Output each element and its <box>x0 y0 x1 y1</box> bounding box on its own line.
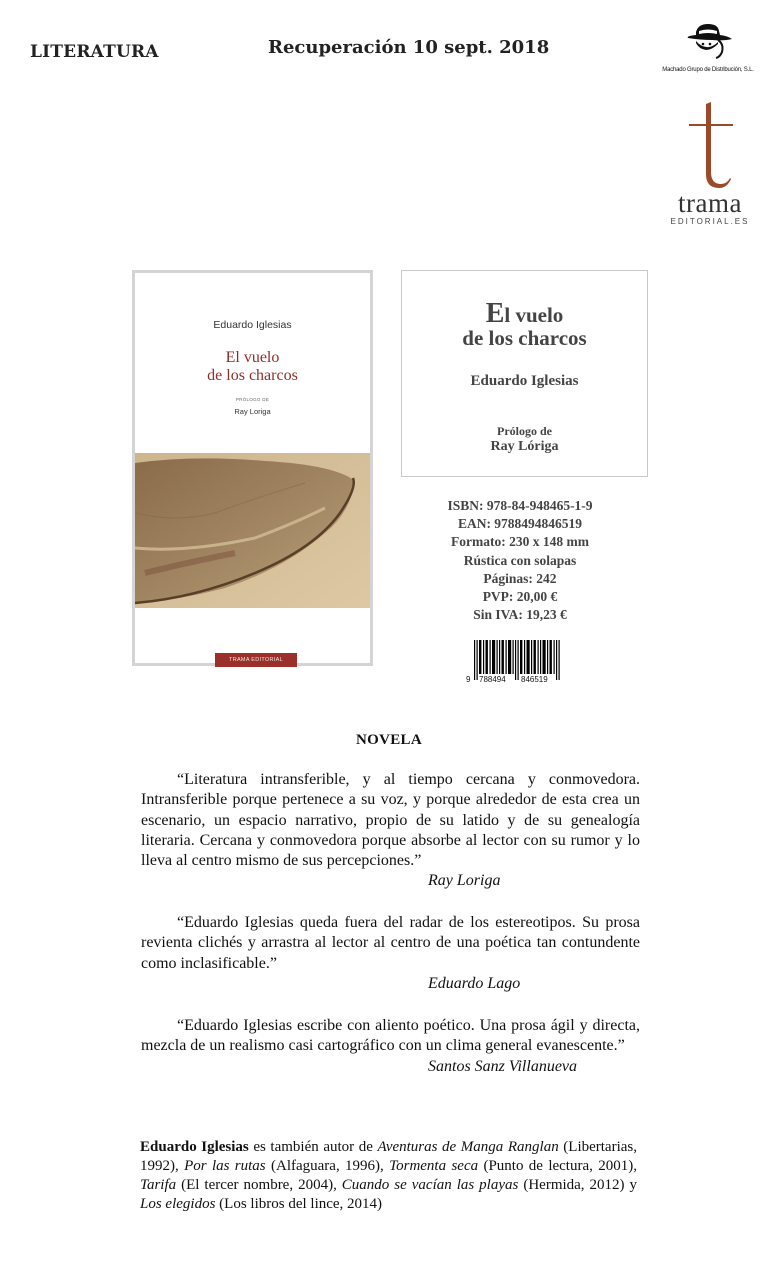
page-title: Recuperación 10 sept. 2018 <box>268 37 550 58</box>
barcode-group1: 788494 <box>479 675 506 684</box>
cover-title-line2: de los charcos <box>207 367 298 384</box>
cover-title <box>135 349 370 385</box>
bio-book-title: Cuando se vacían las playas <box>341 1177 519 1193</box>
bio-author-name: Eduardo Iglesias <box>140 1139 249 1155</box>
bio-text: (Libertarias, 1992), <box>140 1139 637 1174</box>
man-with-hat-icon <box>682 22 734 60</box>
trama-t-icon <box>685 102 735 188</box>
bio-text: (Hermida, 2012) y <box>518 1177 638 1193</box>
bio-book-title: Tarifa <box>140 1177 177 1193</box>
quote-author: Santos Sanz Villanueva <box>428 1057 578 1075</box>
genre-heading: NOVELA <box>356 732 422 748</box>
publisher-logo <box>665 102 755 226</box>
spec-ean: EAN: 9788494846519 <box>457 516 583 532</box>
spec-binding: Rústica con solapas <box>463 552 577 568</box>
barcode-group2: 846519 <box>521 675 548 684</box>
quote-author: Ray Loriga <box>428 872 501 890</box>
bio-book-title: Por las rutas <box>184 1158 266 1174</box>
cover-artwork <box>135 453 370 608</box>
cover-prologue-label: PRÓLOGO DE <box>235 397 270 402</box>
quote-block <box>141 770 640 892</box>
quote-text: “Literatura intransferible, y al tiempo cercana y conmovedora. Intransferible porque pertenece a su voz, y porque alrededor de esta crea un escenario, un espacio narrativo, propio de su latido y de su genealogía literaria. Cercana y conmovedora porque absorbe al lector con su rumor y lo lleva al centro mismo de sus percepciones.” <box>141 771 640 870</box>
quote-text: “Eduardo Iglesias escribe con aliento poético. Una prosa ágil y directa, mezcla de un realismo casi cartográfico con un clima general evanescente.” <box>141 1017 640 1055</box>
cover-publisher-band: TRAMA EDITORIAL <box>215 653 297 667</box>
quote-block <box>141 1016 640 1077</box>
spec-pages: Páginas: 242 <box>483 570 557 586</box>
cover-prologue-name: Ray Loriga <box>234 407 271 416</box>
spec-price-no-vat: Sin IVA: 19,23 € <box>473 607 567 623</box>
barcode-digit-first: 9 <box>466 675 471 684</box>
cover-author: Eduardo Iglesias <box>213 319 292 331</box>
info-title-line2: de los charcos <box>462 326 587 350</box>
title-info-box <box>401 270 648 477</box>
bio-text: (El tercer nombre, 2004), <box>176 1177 342 1193</box>
book-cover <box>132 270 373 666</box>
bio-text: (Punto de lectura, 2001), <box>478 1158 637 1174</box>
spec-price: PVP: 20,00 € <box>482 589 558 605</box>
distributor-logo <box>662 22 754 73</box>
info-prologue-label: Prólogo de <box>497 424 552 438</box>
map-drawing-illustration <box>135 453 370 608</box>
info-title-cap: E <box>485 298 505 329</box>
bio-book-title: Aventuras de Manga Ranglan <box>377 1139 559 1155</box>
distributor-caption: Machado Grupo de Distribución, S.L. <box>662 67 754 73</box>
spec-format: Formato: 230 x 148 mm <box>451 534 589 550</box>
bio-book-title: Los elegidos <box>140 1196 216 1212</box>
quote-author: Eduardo Lago <box>428 974 521 992</box>
bio-text: (Alfaguara, 1996), <box>265 1158 390 1174</box>
publisher-sub: EDITORIAL.ES <box>670 217 750 226</box>
book-specs <box>420 497 620 624</box>
author-bio <box>140 1138 637 1214</box>
info-author: Eduardo Iglesias <box>470 373 579 389</box>
quote-text: “Eduardo Iglesias queda fuera del radar de los estereotipos. Su prosa revienta clichés y arrastra al lector al centro de una poética tan contundente como inclasificable.” <box>141 914 640 972</box>
quote-block <box>141 913 640 994</box>
info-title-rest: l vuelo <box>504 303 564 327</box>
barcode <box>466 640 572 686</box>
spec-isbn: ISBN: 978-84-948465-1-9 <box>447 498 593 513</box>
publisher-word: trama <box>678 188 742 218</box>
info-prologue-name: Ray Lóriga <box>490 439 559 454</box>
bio-book-title: Tormenta seca <box>389 1158 479 1174</box>
category-label: LITERATURA <box>30 42 159 62</box>
bio-text: es también autor de <box>248 1139 378 1155</box>
cover-title-line1: El vuelo <box>225 349 280 366</box>
barcode-bars <box>466 640 572 680</box>
bio-text: (Los libros del lince, 2014) <box>215 1196 383 1212</box>
